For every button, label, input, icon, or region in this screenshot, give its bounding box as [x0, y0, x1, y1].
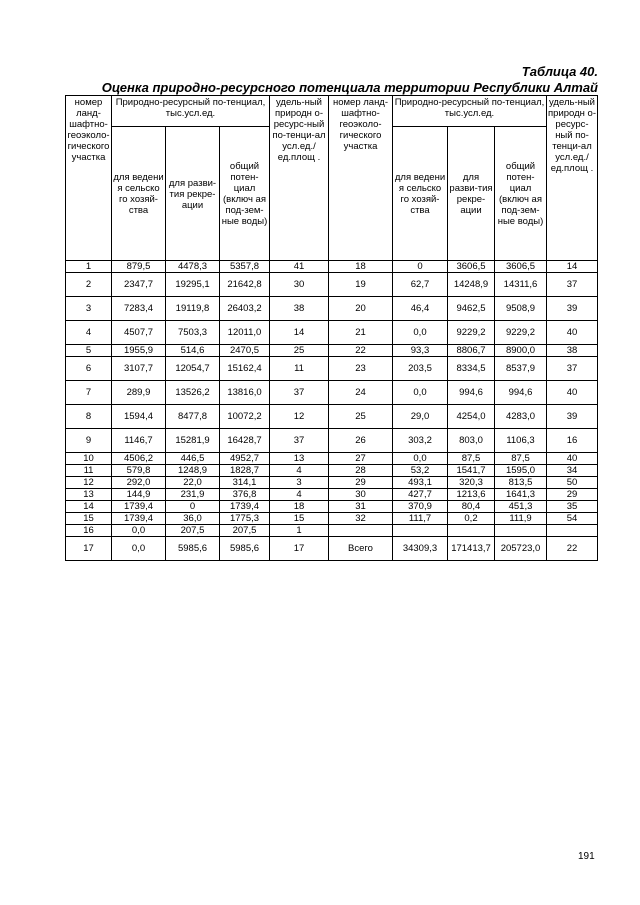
- table-cell: 9: [66, 429, 112, 453]
- table-cell: 994,6: [448, 381, 495, 405]
- table-cell: 34309,3: [393, 537, 448, 561]
- table-cell: 4478,3: [166, 261, 220, 273]
- table-row: [66, 429, 598, 453]
- table-row: [66, 297, 598, 321]
- table-cell: 87,5: [448, 453, 495, 465]
- table-cell: 1: [270, 525, 329, 537]
- table-cell: 3: [66, 297, 112, 321]
- potential-table: [65, 95, 598, 561]
- col-header-unit-left: номер ланд-шафтно-геоэколо-гического участка: [66, 96, 112, 261]
- table-cell: 0,0: [112, 537, 166, 561]
- table-cell: 207,5: [220, 525, 270, 537]
- col-header-agri-left: для ведени я сельско го хозяй-ства: [112, 127, 166, 261]
- table-cell: 1641,3: [495, 489, 547, 501]
- table-row: [66, 525, 598, 537]
- table-cell: 16: [66, 525, 112, 537]
- table-cell: 1739,4: [112, 501, 166, 513]
- table-cell: 19295,1: [166, 273, 220, 297]
- table-row: [66, 345, 598, 357]
- table-cell: 514,6: [166, 345, 220, 357]
- table-cell: 5: [66, 345, 112, 357]
- table-cell: 579,8: [112, 465, 166, 477]
- table-cell: 171413,7: [448, 537, 495, 561]
- table-cell: 87,5: [495, 453, 547, 465]
- table-cell: 36,0: [166, 513, 220, 525]
- table-row: [66, 513, 598, 525]
- table-cell: 7503,3: [166, 321, 220, 345]
- table-cell: 10072,2: [220, 405, 270, 429]
- table-cell: 8537,9: [495, 357, 547, 381]
- table-cell: 144,9: [112, 489, 166, 501]
- table-cell: 2: [66, 273, 112, 297]
- table-cell: 4283,0: [495, 405, 547, 429]
- col-header-potential-left: Природно-ресурсный по-тенциал, тыс.усл.ед.: [112, 96, 270, 127]
- table-row: [66, 477, 598, 489]
- table-cell: 1213,6: [448, 489, 495, 501]
- table-cell: 0: [393, 261, 448, 273]
- table-cell: 26: [329, 429, 393, 453]
- table-row: [66, 453, 598, 465]
- table-cell: 22: [547, 537, 598, 561]
- table-cell: 6: [66, 357, 112, 381]
- table-cell: 37: [547, 357, 598, 381]
- col-header-agri-right: для ведени я сельско го хозяй-ства: [393, 127, 448, 261]
- table-cell: 15281,9: [166, 429, 220, 453]
- table-cell: 34: [547, 465, 598, 477]
- table-cell: 8806,7: [448, 345, 495, 357]
- table-row: [66, 405, 598, 429]
- table-cell: 9229,2: [495, 321, 547, 345]
- table-cell: 14: [66, 501, 112, 513]
- table-cell: 370,9: [393, 501, 448, 513]
- table-number: Таблица 40.: [521, 64, 598, 79]
- table-cell: 31: [329, 501, 393, 513]
- col-header-recreation-left: для разви-тия рекре-ации: [166, 127, 220, 261]
- table-cell: 111,9: [495, 513, 547, 525]
- table-cell: 41: [270, 261, 329, 273]
- table-cell: 22,0: [166, 477, 220, 489]
- table-cell: 12054,7: [166, 357, 220, 381]
- table-cell: 0,0: [112, 525, 166, 537]
- table-cell: 3: [270, 477, 329, 489]
- table-cell: 53,2: [393, 465, 448, 477]
- table-cell: 19119,8: [166, 297, 220, 321]
- table-cell: 0,0: [393, 381, 448, 405]
- table-cell: 16: [547, 429, 598, 453]
- table-cell: 8900,0: [495, 345, 547, 357]
- table-cell: 4506,2: [112, 453, 166, 465]
- table-cell: 29,0: [393, 405, 448, 429]
- table-cell: [448, 525, 495, 537]
- table-cell: [495, 525, 547, 537]
- table-row: [66, 357, 598, 381]
- table-cell: [547, 525, 598, 537]
- table-cell: 203,5: [393, 357, 448, 381]
- table-cell: 17: [270, 537, 329, 561]
- table-cell: 3606,5: [448, 261, 495, 273]
- table-cell: 13: [270, 453, 329, 465]
- table-cell: 1594,4: [112, 405, 166, 429]
- col-header-potential-right: Природно-ресурсный по-тенциал, тыс.усл.ед.: [393, 96, 547, 127]
- table-cell: 1595,0: [495, 465, 547, 477]
- table-cell: 62,7: [393, 273, 448, 297]
- table-cell: 2347,7: [112, 273, 166, 297]
- table-cell: 1: [66, 261, 112, 273]
- table-cell: 376,8: [220, 489, 270, 501]
- table-cell: 1828,7: [220, 465, 270, 477]
- table-cell: 493,1: [393, 477, 448, 489]
- page-number: 191: [578, 851, 595, 862]
- table-cell: 15: [66, 513, 112, 525]
- table-cell: 14: [270, 321, 329, 345]
- table-row: [66, 381, 598, 405]
- table-row: [66, 273, 598, 297]
- table-cell: 4: [270, 489, 329, 501]
- table-cell: 0,0: [393, 453, 448, 465]
- table-cell: 292,0: [112, 477, 166, 489]
- table-cell: 20: [329, 297, 393, 321]
- table-cell: 37: [270, 381, 329, 405]
- table-cell: [393, 525, 448, 537]
- table-row: [66, 501, 598, 513]
- table-cell: 1541,7: [448, 465, 495, 477]
- table-row: [66, 489, 598, 501]
- table-cell: 451,3: [495, 501, 547, 513]
- table-cell: 994,6: [495, 381, 547, 405]
- col-header-unit-right: номер ланд-шафтно-геоэколо-гического участка: [329, 96, 393, 261]
- table-cell: 11: [66, 465, 112, 477]
- table-cell: 0,0: [393, 321, 448, 345]
- table-cell: 39: [547, 297, 598, 321]
- table-row: [66, 537, 598, 561]
- table-cell: 8334,5: [448, 357, 495, 381]
- table-cell: 12: [270, 405, 329, 429]
- table-cell: 37: [270, 429, 329, 453]
- table-cell: 80,4: [448, 501, 495, 513]
- table-cell: 21642,8: [220, 273, 270, 297]
- table-cell: 3107,7: [112, 357, 166, 381]
- table-cell: 1739,4: [220, 501, 270, 513]
- col-header-recreation-right: для разви-тия рекре-ации: [448, 127, 495, 261]
- table-cell: 17: [66, 537, 112, 561]
- table-cell: 12011,0: [220, 321, 270, 345]
- table-cell: 18: [270, 501, 329, 513]
- table-cell: 2470,5: [220, 345, 270, 357]
- table-cell: 14311,6: [495, 273, 547, 297]
- table-cell: 446,5: [166, 453, 220, 465]
- table-cell: 21: [329, 321, 393, 345]
- table-cell: 24: [329, 381, 393, 405]
- table-cell: 13: [66, 489, 112, 501]
- table-cell: 54: [547, 513, 598, 525]
- table-cell: 879,5: [112, 261, 166, 273]
- table-cell: 35: [547, 501, 598, 513]
- table-cell: 1146,7: [112, 429, 166, 453]
- table-cell: 4: [270, 465, 329, 477]
- table-cell: 205723,0: [495, 537, 547, 561]
- table-cell: 5985,6: [166, 537, 220, 561]
- table-cell: 40: [547, 321, 598, 345]
- table-cell: 40: [547, 453, 598, 465]
- table-cell: 38: [270, 297, 329, 321]
- table-cell: 11: [270, 357, 329, 381]
- col-header-specific-left: удель-ный природн о-ресурс-ный по-тенци-ал усл.ед./ ед.площ .: [270, 96, 329, 261]
- table-cell: 46,4: [393, 297, 448, 321]
- table-cell: Всего: [329, 537, 393, 561]
- table-cell: 427,7: [393, 489, 448, 501]
- table-cell: 29: [329, 477, 393, 489]
- table-cell: 25: [270, 345, 329, 357]
- table-cell: 207,5: [166, 525, 220, 537]
- table-cell: 19: [329, 273, 393, 297]
- table-cell: 320,3: [448, 477, 495, 489]
- table-cell: 8: [66, 405, 112, 429]
- col-header-specific-right: удель-ный природн о-ресурс-ный по-тенци-ал усл.ед./ ед.площ .: [547, 96, 598, 261]
- table-cell: 9508,9: [495, 297, 547, 321]
- col-header-total-left: общий потен-циал (включ ая под-зем-ные воды): [220, 127, 270, 261]
- table-cell: 50: [547, 477, 598, 489]
- table-cell: 4507,7: [112, 321, 166, 345]
- table-cell: 1106,3: [495, 429, 547, 453]
- table-cell: 303,2: [393, 429, 448, 453]
- table-cell: 13526,2: [166, 381, 220, 405]
- col-header-total-right: общий потен-циал (включ ая под-зем-ные воды): [495, 127, 547, 261]
- table-cell: 5357,8: [220, 261, 270, 273]
- table-cell: 9462,5: [448, 297, 495, 321]
- table-cell: 14: [547, 261, 598, 273]
- table-cell: 1955,9: [112, 345, 166, 357]
- table-row: [66, 261, 598, 273]
- table-cell: 93,3: [393, 345, 448, 357]
- table-cell: 37: [547, 273, 598, 297]
- table-cell: 7283,4: [112, 297, 166, 321]
- table-cell: 28: [329, 465, 393, 477]
- table-cell: 23: [329, 357, 393, 381]
- table-title: Оценка природно-ресурсного потенциала территории Республики Алтай: [101, 80, 598, 95]
- table-cell: 231,9: [166, 489, 220, 501]
- table-row: [66, 321, 598, 345]
- table-cell: 314,1: [220, 477, 270, 489]
- table-cell: 8477,8: [166, 405, 220, 429]
- table-cell: 1775,3: [220, 513, 270, 525]
- table-cell: 1739,4: [112, 513, 166, 525]
- table-cell: 5985,6: [220, 537, 270, 561]
- table-cell: 9229,2: [448, 321, 495, 345]
- table-cell: 39: [547, 405, 598, 429]
- table-cell: 1248,9: [166, 465, 220, 477]
- table-cell: 10: [66, 453, 112, 465]
- table-cell: 16428,7: [220, 429, 270, 453]
- table-cell: [329, 525, 393, 537]
- table-cell: 3606,5: [495, 261, 547, 273]
- table-cell: 14248,9: [448, 273, 495, 297]
- table-cell: 4254,0: [448, 405, 495, 429]
- table-cell: 813,5: [495, 477, 547, 489]
- table-cell: 30: [270, 273, 329, 297]
- table-cell: 4952,7: [220, 453, 270, 465]
- table-cell: 38: [547, 345, 598, 357]
- table-cell: 22: [329, 345, 393, 357]
- table-cell: 15162,4: [220, 357, 270, 381]
- table-cell: 40: [547, 381, 598, 405]
- table-cell: 26403,2: [220, 297, 270, 321]
- table-cell: 13816,0: [220, 381, 270, 405]
- table-cell: 803,0: [448, 429, 495, 453]
- table-row: [66, 465, 598, 477]
- table-cell: 0,2: [448, 513, 495, 525]
- table-cell: 7: [66, 381, 112, 405]
- table-cell: 30: [329, 489, 393, 501]
- table-cell: 289,9: [112, 381, 166, 405]
- table-cell: 15: [270, 513, 329, 525]
- table-cell: 25: [329, 405, 393, 429]
- table-cell: 18: [329, 261, 393, 273]
- table-cell: 29: [547, 489, 598, 501]
- table-cell: 12: [66, 477, 112, 489]
- table-cell: 111,7: [393, 513, 448, 525]
- table-cell: 32: [329, 513, 393, 525]
- table-cell: 0: [166, 501, 220, 513]
- table-cell: 4: [66, 321, 112, 345]
- table-cell: 27: [329, 453, 393, 465]
